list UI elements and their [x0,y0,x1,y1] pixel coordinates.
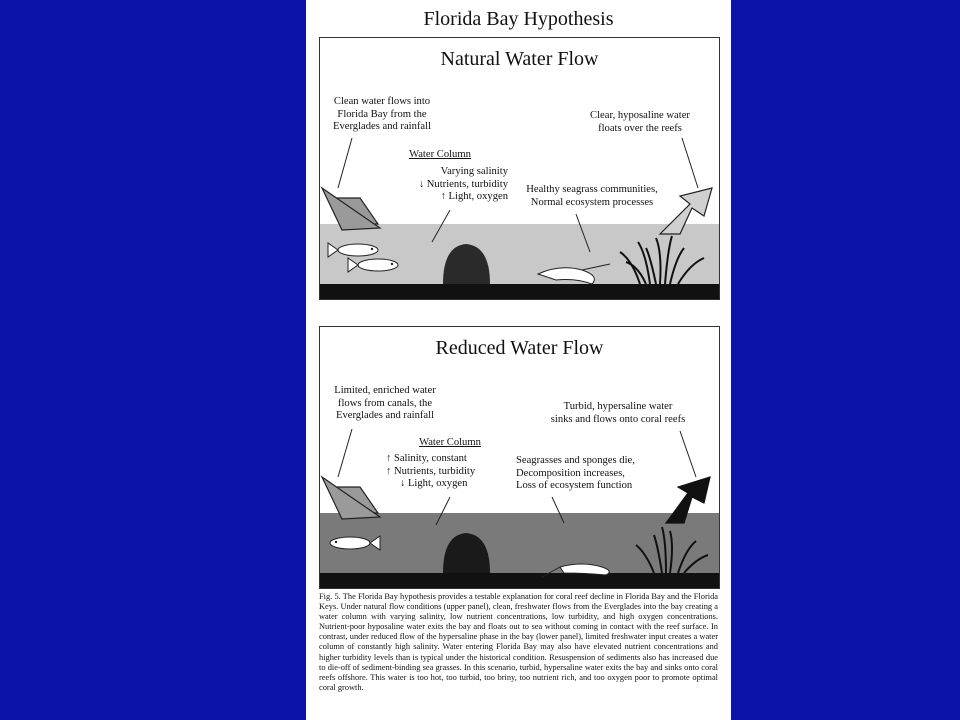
natural-outflow-pointer [682,138,698,188]
figure-caption [319,592,718,693]
natural-seabed [320,284,719,299]
figure-label: Fig. 5. [319,592,341,601]
natural-ecosystem-label: Healthy seagrass communities, Normal ecosystem processes [526,184,658,208]
reduced-flow-panel [319,326,720,589]
natural-flow-panel [319,37,720,300]
reduced-panel-heading: Reduced Water Flow [435,337,604,359]
reduced-seabed [320,573,719,588]
slide-page [306,0,731,720]
reduced-water-column-label: Water Column [419,437,481,448]
reduced-inflow-label: Limited, enriched water flows from canals, the Everglades and rainfall [334,385,436,421]
natural-water-column-label: Water Column [409,149,471,160]
natural-inflow-label: Clean water flows into Florida Bay from the Everglades and rainfall [332,96,432,132]
natural-outflow-label: Clear, hyposaline water floats over the reefs [590,110,690,134]
reduced-inflow-arrow [322,477,380,519]
reduced-ecosystem-label: Seagrasses and sponges die, Decomposition increases, Loss of ecosystem function [516,455,635,491]
reduced-inflow-pointer [338,429,352,477]
natural-inflow-arrow [322,188,380,230]
natural-inflow-pointer [338,138,352,188]
natural-water-column-values: Varying salinity ↓ Nutrients, turbidity ↑ Light, oxygen [418,166,508,202]
natural-panel-heading: Natural Water Flow [440,48,599,70]
reduced-outflow-pointer [680,431,696,477]
reduced-water-column-values: ↑ Salinity, constant ↑ Nutrients, turbidity ↓ Light, oxygen [386,453,476,489]
caption-text: The Florida Bay hypothesis provides a testable explanation for coral reef decline in Florida Bay and the Florida Keys. Under natural flow conditions (upper panel), clean, freshwater flows from the Everglades into the bay creating a water column with varying salinity, low nutrient concentrations, low turbidity, and high oxygen concentrations. Nutrient-poor hyposaline water exits the bay and floats out to sea without coming in contact with the reef surface. In contrast, under reduced flow of the hypersaline phase in the bay (lower panel), limited freshwater input creates a water column of constantly high salinity. Water entering Florida Bay may also have elevated nutrient concentrations and higher turbidity levels than is typical under the historical condition. Resuspension of sediments also has increased due to die-off of sediment-binding sea grasses. In this scenario, turbid, hypersaline water exits the bay and sinks onto coral reefs offshore. This water is too hot, too turbid, too briny, too nutrient rich, and too oxygen poor to promote optimal coral growth. [319,592,718,692]
slide-title: Florida Bay Hypothesis [423,8,614,30]
reduced-outflow-label: Turbid, hypersaline water sinks and flows onto coral reefs [550,401,686,425]
